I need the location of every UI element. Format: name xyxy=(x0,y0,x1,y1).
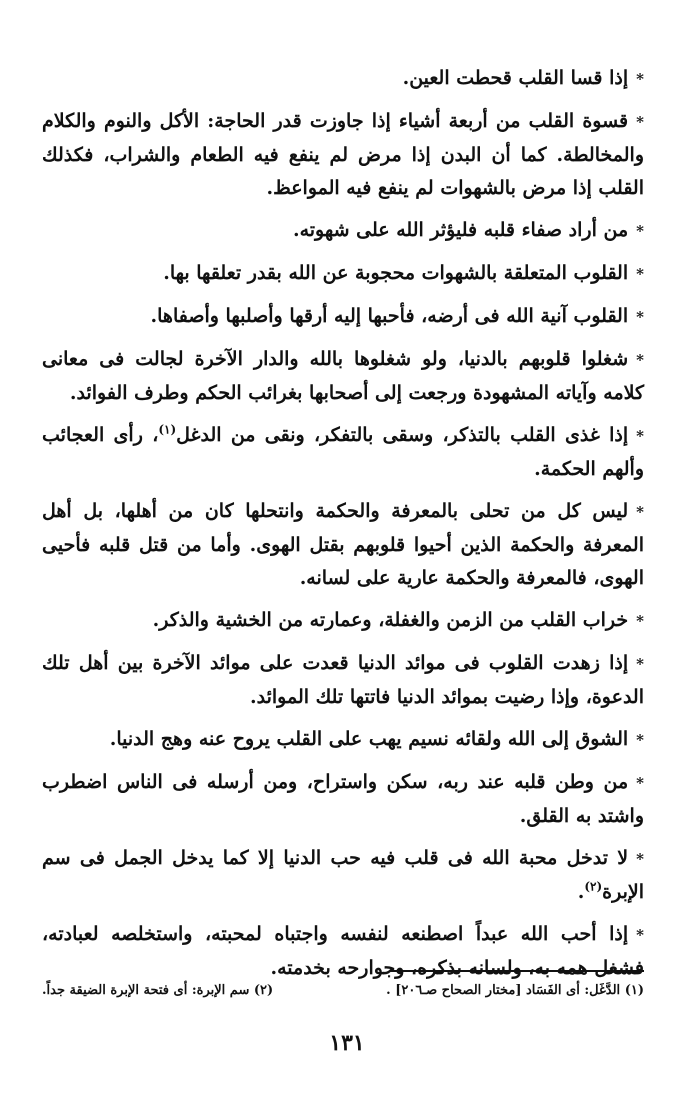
page-body xyxy=(42,62,644,985)
paragraph xyxy=(42,62,644,96)
paragraph-text-tail: ، رأى العجائب وألهم الحكمة. xyxy=(42,424,644,480)
footnote-1: (١) الدَّغَل: أى الفَسَاد [مختار الصحاح صـ٢٠٦] . xyxy=(386,983,644,998)
bullet-mark: * xyxy=(636,70,644,88)
paragraph xyxy=(42,766,644,833)
paragraph-text: القلوب المتعلقة بالشهوات محجوبة عن الله بقدر تعلقها بها. xyxy=(163,262,629,284)
paragraph xyxy=(42,495,644,595)
paragraph xyxy=(42,842,644,909)
paragraph xyxy=(42,105,644,205)
paragraph-text: إذا غذى القلب بالتذكر، وسقى بالتفكر، ونقى من الدغل xyxy=(176,424,629,446)
bullet-mark: * xyxy=(636,612,644,630)
paragraph xyxy=(42,604,644,638)
paragraph xyxy=(42,214,644,248)
paragraph-text: خراب القلب من الزمن والغفلة، وعمارته من الخشية والذكر. xyxy=(152,609,629,631)
paragraph-text-tail: . xyxy=(577,881,585,903)
bullet-mark: * xyxy=(636,731,644,749)
bullet-mark: * xyxy=(636,265,644,283)
paragraph-text: إذا أحب الله عبداً اصطنعه لنفسه واجتباه لمحبته، واستخلصه لعبادته، فشغل همه به، ولسانه بذكره، وجوارحه بخدمته. xyxy=(42,923,644,979)
paragraph-text: إذا قسا القلب قحطت العين. xyxy=(402,67,629,89)
paragraph-text: إذا زهدت القلوب فى موائد الدنيا قعدت على موائد الآخرة بين أهل تلك الدعوة، وإذا رضيت بموائد الدنيا فاتتها تلك الموائد. xyxy=(42,652,644,708)
paragraph xyxy=(42,343,644,410)
paragraph-text: الشوق إلى الله ولقائه نسيم يهب على القلب يروح عنه وهج الدنيا. xyxy=(109,728,629,750)
bullet-mark: * xyxy=(636,850,644,868)
bullet-mark: * xyxy=(636,308,644,326)
paragraph-text: القلوب آنية الله فى أرضه، فأحبها إليه أرقها وأصلبها وأصفاها. xyxy=(150,305,629,327)
footnote-ref-1[interactable]: (١) xyxy=(158,422,177,437)
paragraph-text: قسوة القلب من أربعة أشياء إذا جاوزت قدر الحاجة: الأكل والنوم والكلام والمخالطة. كما أن البدن إذا مرض لم ينفع فيه الطعام والشراب، فكذلك القلب إذا مرض بالشهوات لم ينفع فيه المواعظ. xyxy=(42,110,644,199)
paragraph xyxy=(42,300,644,334)
page-number: ١٣١ xyxy=(329,1030,365,1056)
paragraph-text: ليس كل من تحلى بالمعرفة والحكمة وانتحلها كان من أهلها، بل أهل المعرفة والحكمة الذين أحيوا قلوبهم بقتل الهوى. وأما من قتل قلبه فأحيى الهوى، فالمعرفة والحكمة عارية على لسانه. xyxy=(42,500,644,589)
paragraph xyxy=(42,918,644,985)
bullet-mark: * xyxy=(636,351,644,369)
paragraph xyxy=(42,647,644,714)
bullet-mark: * xyxy=(636,222,644,240)
paragraph-text: من وطن قلبه عند ربه، سكن واستراح، ومن أرسله فى الناس اضطرب واشتد به القلق. xyxy=(42,771,644,827)
paragraph-text: لا تدخل محبة الله فى قلب فيه حب الدنيا إلا كما يدخل الجمل فى سم الإبرة xyxy=(42,847,644,903)
bullet-mark: * xyxy=(636,503,644,521)
bullet-mark: * xyxy=(636,113,644,131)
footnote-ref-2[interactable]: (٢) xyxy=(584,879,603,894)
footnote-divider xyxy=(390,970,644,972)
paragraph xyxy=(42,419,644,486)
bullet-mark: * xyxy=(636,774,644,792)
bullet-mark: * xyxy=(636,926,644,944)
footnotes xyxy=(42,983,644,998)
bullet-mark: * xyxy=(636,655,644,673)
paragraph xyxy=(42,257,644,291)
bullet-mark: * xyxy=(636,427,644,445)
footnote-2: (٢) سم الإبرة: أى فتحة الإبرة الضيقة جداً. xyxy=(42,983,274,998)
paragraph-text: شغلوا قلوبهم بالدنيا، ولو شغلوها بالله والدار الآخرة لجالت فى معانى كلامه وآياته المشهودة ورجعت إلى أصحابها بغرائب الحكم وطرف الفوائد. xyxy=(42,348,644,404)
paragraph-text: من أراد صفاء قلبه فليؤثر الله على شهوته. xyxy=(292,219,629,241)
paragraph xyxy=(42,723,644,757)
